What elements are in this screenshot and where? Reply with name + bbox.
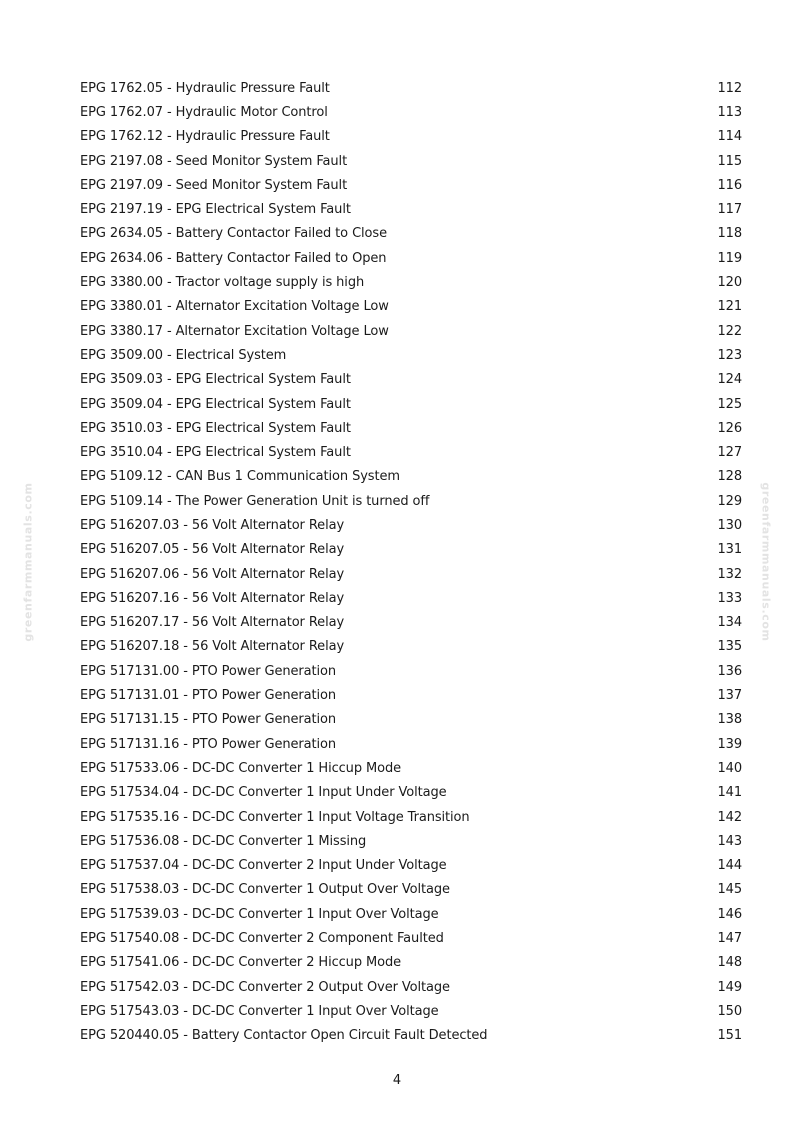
- toc-entry-page: 149: [717, 979, 742, 995]
- page-number: 4: [392, 1073, 402, 1088]
- toc-entry[interactable]: [80, 926, 742, 950]
- toc-entry-page: 147: [717, 931, 742, 947]
- toc-entry[interactable]: [80, 781, 742, 805]
- toc-entry-title: EPG 2634.05 - Battery Contactor Failed to Close: [80, 226, 387, 242]
- toc-entry-page: 134: [717, 615, 742, 631]
- toc-entry-title: EPG 517538.03 - DC-DC Converter 1 Output Over Voltage: [80, 882, 450, 898]
- toc-entry-page: 130: [717, 517, 742, 533]
- toc-entry-title: EPG 516207.05 - 56 Volt Alternator Relay: [80, 542, 345, 558]
- toc-entry-page: 135: [717, 639, 742, 655]
- toc-entry[interactable]: [80, 586, 742, 610]
- toc-entry-title: EPG 3510.04 - EPG Electrical System Fault: [80, 445, 351, 461]
- toc-entry[interactable]: [80, 1024, 742, 1048]
- toc-entry[interactable]: [80, 951, 742, 975]
- toc-entry-page: 115: [717, 153, 742, 169]
- toc-entry[interactable]: [80, 854, 742, 878]
- toc-entry-title: EPG 517543.03 - DC-DC Converter 1 Input Over Voltage: [80, 1003, 439, 1019]
- toc-entry-title: EPG 517533.06 - DC-DC Converter 1 Hiccup Mode: [80, 760, 402, 776]
- toc-entry[interactable]: [80, 197, 742, 221]
- toc-entry-page: 127: [717, 445, 742, 461]
- toc-entry-page: 112: [717, 80, 742, 96]
- toc-entry-title: EPG 3380.17 - Alternator Excitation Voltage Low: [80, 323, 389, 339]
- toc-entry[interactable]: [80, 878, 742, 902]
- watermark-text-left: greenfarmmanuals.com: [21, 482, 35, 642]
- toc-entry-title: EPG 517131.15 - PTO Power Generation: [80, 712, 337, 728]
- toc-entry-page: 132: [717, 566, 742, 582]
- toc-entry-title: EPG 516207.03 - 56 Volt Alternator Relay: [80, 517, 345, 533]
- toc-entry[interactable]: [80, 295, 742, 319]
- toc-entry-page: 113: [717, 104, 742, 120]
- toc-entry[interactable]: [80, 173, 742, 197]
- toc-entry[interactable]: [80, 829, 742, 853]
- toc-entry-page: 146: [717, 906, 742, 922]
- toc-entry-title: EPG 3509.03 - EPG Electrical System Fault: [80, 372, 351, 388]
- toc-entry-title: EPG 517131.01 - PTO Power Generation: [80, 688, 337, 704]
- toc-entry[interactable]: [80, 732, 742, 756]
- toc-entry-title: EPG 3509.04 - EPG Electrical System Fault: [80, 396, 351, 412]
- toc-entry[interactable]: [80, 343, 742, 367]
- toc-entry-page: 137: [717, 688, 742, 704]
- toc-entry-title: EPG 517131.00 - PTO Power Generation: [80, 663, 337, 679]
- toc-entry-title: EPG 3509.00 - Electrical System: [80, 347, 287, 363]
- toc-entry-title: EPG 1762.05 - Hydraulic Pressure Fault: [80, 80, 330, 96]
- toc-entry-page: 128: [717, 469, 742, 485]
- toc-entry-title: EPG 517131.16 - PTO Power Generation: [80, 736, 337, 752]
- toc-entry-page: 144: [717, 858, 742, 874]
- toc-entry[interactable]: [80, 756, 742, 780]
- toc-entry-title: EPG 1762.12 - Hydraulic Pressure Fault: [80, 129, 330, 145]
- toc-entry-title: EPG 517534.04 - DC-DC Converter 1 Input Under Voltage: [80, 785, 447, 801]
- toc-entry-title: EPG 3380.00 - Tractor voltage supply is high: [80, 275, 365, 291]
- toc-entry-title: EPG 517535.16 - DC-DC Converter 1 Input Voltage Transition: [80, 809, 470, 825]
- toc-entry-page: 114: [717, 129, 742, 145]
- toc-entry[interactable]: [80, 440, 742, 464]
- toc-entry[interactable]: [80, 562, 742, 586]
- toc-entry[interactable]: [80, 659, 742, 683]
- toc-entry-title: EPG 5109.12 - CAN Bus 1 Communication System: [80, 469, 400, 485]
- toc-entry[interactable]: [80, 76, 742, 100]
- toc-entry[interactable]: [80, 489, 742, 513]
- toc-entry-title: EPG 516207.18 - 56 Volt Alternator Relay: [80, 639, 345, 655]
- toc-entry-page: 148: [717, 955, 742, 971]
- toc-entry-title: EPG 517540.08 - DC-DC Converter 2 Component Faulted: [80, 931, 444, 947]
- toc-entry-page: 133: [717, 590, 742, 606]
- toc-entry-page: 126: [717, 420, 742, 436]
- toc-entry[interactable]: [80, 416, 742, 440]
- toc-entry-page: 143: [717, 833, 742, 849]
- toc-entry[interactable]: [80, 611, 742, 635]
- toc-entry[interactable]: [80, 538, 742, 562]
- toc-entry[interactable]: [80, 513, 742, 537]
- toc-entry[interactable]: [80, 100, 742, 124]
- toc-entry-page: 116: [717, 177, 742, 193]
- toc-entry-title: EPG 517537.04 - DC-DC Converter 2 Input Under Voltage: [80, 858, 447, 874]
- toc-entry-title: EPG 5109.14 - The Power Generation Unit is turned off: [80, 493, 430, 509]
- toc-entry-page: 120: [717, 275, 742, 291]
- toc-entry[interactable]: [80, 319, 742, 343]
- toc-entry-title: EPG 2197.09 - Seed Monitor System Fault: [80, 177, 348, 193]
- toc-entry-page: 150: [717, 1003, 742, 1019]
- toc-entry[interactable]: [80, 999, 742, 1023]
- toc-entry-title: EPG 520440.05 - Battery Contactor Open Circuit Fault Detected: [80, 1028, 488, 1044]
- toc-entry[interactable]: [80, 149, 742, 173]
- toc-entry-title: EPG 516207.06 - 56 Volt Alternator Relay: [80, 566, 345, 582]
- table-of-contents: [80, 76, 742, 1048]
- toc-entry[interactable]: [80, 392, 742, 416]
- toc-entry-page: 125: [717, 396, 742, 412]
- toc-entry-page: 140: [717, 760, 742, 776]
- toc-entry[interactable]: [80, 270, 742, 294]
- toc-entry-page: 117: [717, 202, 742, 218]
- toc-entry-page: 124: [717, 372, 742, 388]
- toc-entry-page: 151: [717, 1028, 742, 1044]
- toc-entry-title: EPG 517541.06 - DC-DC Converter 2 Hiccup Mode: [80, 955, 402, 971]
- toc-entry-title: EPG 2197.08 - Seed Monitor System Fault: [80, 153, 348, 169]
- toc-entry[interactable]: [80, 222, 742, 246]
- toc-entry-title: EPG 3510.03 - EPG Electrical System Fault: [80, 420, 351, 436]
- toc-entry-page: 131: [717, 542, 742, 558]
- toc-entry[interactable]: [80, 975, 742, 999]
- toc-entry-title: EPG 1762.07 - Hydraulic Motor Control: [80, 104, 328, 120]
- toc-entry[interactable]: [80, 635, 742, 659]
- toc-entry-title: EPG 516207.16 - 56 Volt Alternator Relay: [80, 590, 345, 606]
- toc-entry[interactable]: [80, 125, 742, 149]
- toc-entry-page: 145: [717, 882, 742, 898]
- toc-entry-title: EPG 517536.08 - DC-DC Converter 1 Missing: [80, 833, 367, 849]
- toc-entry-title: EPG 2634.06 - Battery Contactor Failed to Open: [80, 250, 387, 266]
- toc-entry-page: 129: [717, 493, 742, 509]
- toc-entry-page: 118: [717, 226, 742, 242]
- toc-entry[interactable]: [80, 246, 742, 270]
- toc-entry-page: 123: [717, 347, 742, 363]
- toc-entry-title: EPG 2197.19 - EPG Electrical System Fault: [80, 202, 351, 218]
- toc-entry-page: 119: [717, 250, 742, 266]
- toc-entry-title: EPG 516207.17 - 56 Volt Alternator Relay: [80, 615, 345, 631]
- toc-entry-page: 136: [717, 663, 742, 679]
- toc-entry-page: 122: [717, 323, 742, 339]
- toc-entry-page: 142: [717, 809, 742, 825]
- toc-entry-page: 141: [717, 785, 742, 801]
- toc-entry[interactable]: [80, 805, 742, 829]
- toc-entry-title: EPG 517542.03 - DC-DC Converter 2 Output Over Voltage: [80, 979, 450, 995]
- toc-entry[interactable]: [80, 708, 742, 732]
- toc-entry-title: EPG 3380.01 - Alternator Excitation Voltage Low: [80, 299, 389, 315]
- toc-entry-page: 138: [717, 712, 742, 728]
- toc-entry[interactable]: [80, 683, 742, 707]
- watermark-text-right: greenfarmmanuals.com: [759, 482, 773, 642]
- toc-entry-page: 139: [717, 736, 742, 752]
- toc-entry[interactable]: [80, 465, 742, 489]
- toc-entry-title: EPG 517539.03 - DC-DC Converter 1 Input Over Voltage: [80, 906, 439, 922]
- toc-entry-page: 121: [717, 299, 742, 315]
- toc-entry[interactable]: [80, 902, 742, 926]
- toc-entry[interactable]: [80, 368, 742, 392]
